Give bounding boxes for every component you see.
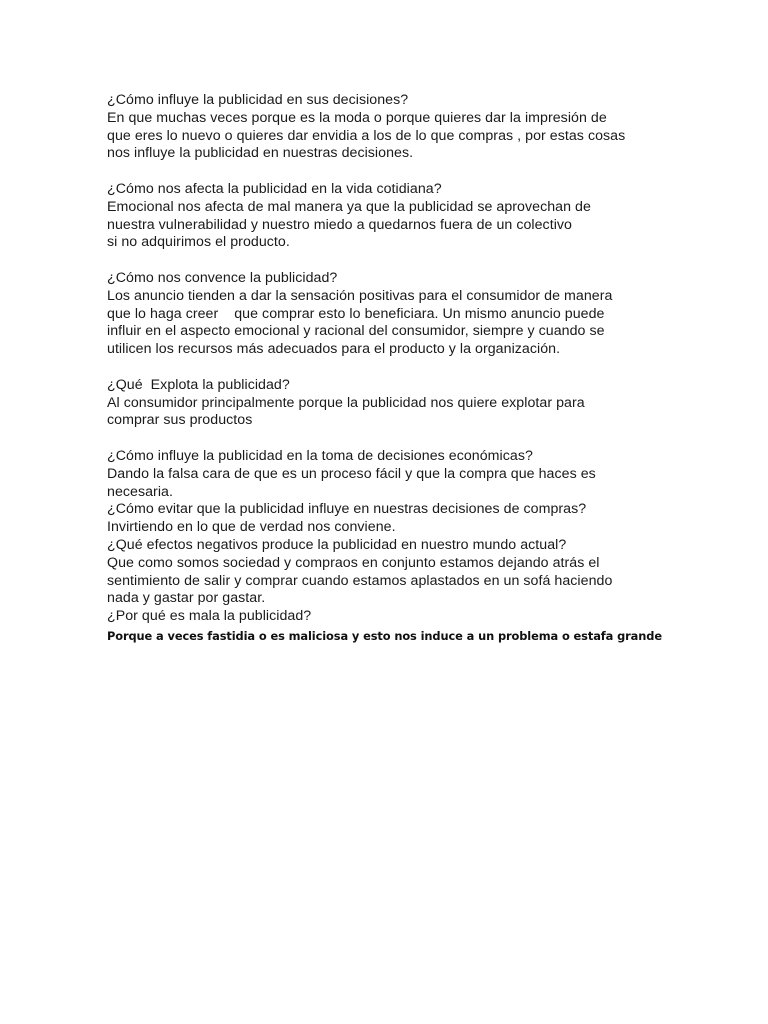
answer-line: Emocional nos afecta de mal manera ya que la publicidad se aprovechan de bbox=[107, 198, 591, 215]
document-page bbox=[107, 92, 707, 645]
qa-section-3 bbox=[107, 270, 707, 359]
qa-section-4 bbox=[107, 377, 707, 430]
answer-line: En que muchas veces porque es la moda o porque quieres dar la impresión de bbox=[107, 109, 607, 126]
qa-compact-group bbox=[107, 448, 707, 645]
qa-section-1 bbox=[107, 92, 707, 163]
answer-line: sentimiento de salir y comprar cuando estamos aplastados en un sofá haciendo bbox=[107, 572, 613, 589]
answer-line: utilicen los recursos más adecuados para el producto y la organización. bbox=[107, 341, 561, 358]
question-text: ¿Cómo nos afecta la publicidad en la vida cotidiana? bbox=[107, 180, 442, 197]
qa-section-2 bbox=[107, 181, 707, 252]
question-text: ¿Qué efectos negativos produce la publicidad en nuestro mundo actual? bbox=[107, 536, 567, 553]
answer-line: nos influye la publicidad en nuestras decisiones. bbox=[107, 145, 414, 162]
answer-line: comprar sus productos bbox=[107, 412, 253, 429]
answer-line: Los anuncio tienden a dar la sensación positivas para el consumidor de manera bbox=[107, 287, 613, 304]
answer-line: que eres lo nuevo o quieres dar envidia a los de lo que compras , por estas cosas bbox=[107, 127, 626, 144]
answer-line: Invirtiendo en lo que de verdad nos conviene. bbox=[107, 519, 396, 536]
answer-line: necesaria. bbox=[107, 483, 173, 500]
question-text: ¿Por qué es mala la publicidad? bbox=[107, 608, 312, 625]
answer-line: nuestra vulnerabilidad y nuestro miedo a quedarnos fuera de un colectivo bbox=[107, 216, 572, 233]
answer-line: Que como somos sociedad y compraos en conjunto estamos dejando atrás el bbox=[107, 554, 600, 571]
final-answer-bold: Porque a veces fastidia o es maliciosa y esto nos induce a un problema o estafa grande bbox=[107, 628, 662, 643]
answer-line: Al consumidor principalmente porque la publicidad nos quiere explotar para bbox=[107, 394, 585, 411]
question-text: ¿Cómo nos convence la publicidad? bbox=[107, 269, 338, 286]
answer-line: influir en el aspecto emocional y racional del consumidor, siempre y cuando se bbox=[107, 323, 605, 340]
question-text: ¿Cómo influye la publicidad en sus decisiones? bbox=[107, 92, 409, 108]
question-text: ¿Cómo influye la publicidad en la toma de decisiones económicas? bbox=[107, 447, 533, 464]
answer-line: nada y gastar por gastar. bbox=[107, 590, 266, 607]
answer-line: si no adquirimos el producto. bbox=[107, 234, 290, 251]
question-text: ¿Qué Explota la publicidad? bbox=[107, 376, 290, 393]
answer-line: que lo haga creer que comprar esto lo beneficiara. Un mismo anuncio puede bbox=[107, 305, 605, 322]
question-text: ¿Cómo evitar que la publicidad influye en nuestras decisiones de compras? bbox=[107, 501, 587, 518]
answer-line: Dando la falsa cara de que es un proceso fácil y que la compra que haces es bbox=[107, 465, 596, 482]
